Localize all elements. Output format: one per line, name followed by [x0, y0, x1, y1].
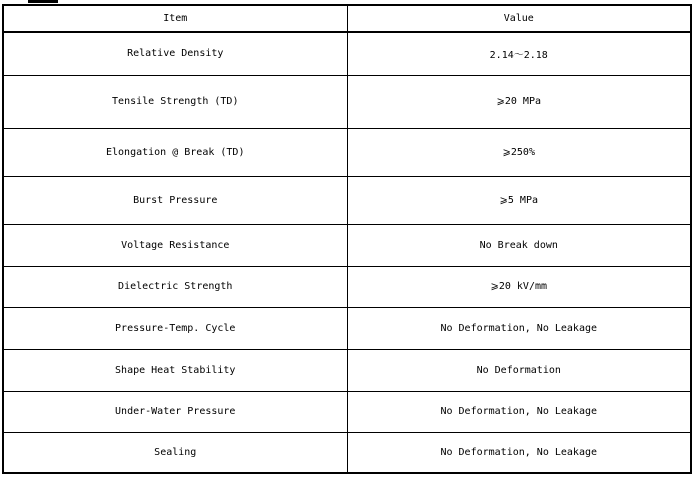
value-cell: 2.14～2.18: [347, 32, 691, 75]
table-row: [3, 32, 691, 75]
value-cell: No Deformation, No Leakage: [347, 432, 691, 473]
item-cell: Burst Pressure: [3, 176, 347, 224]
table-row: [3, 391, 691, 432]
column-header-value: Value: [347, 5, 691, 32]
table-header-row: [3, 5, 691, 32]
item-cell: Shape Heat Stability: [3, 349, 347, 391]
cropped-text-fragment: [28, 0, 58, 3]
value-cell: No Deformation, No Leakage: [347, 307, 691, 349]
table-row: [3, 266, 691, 307]
table-row: [3, 176, 691, 224]
table-row: [3, 224, 691, 266]
item-cell: Sealing: [3, 432, 347, 473]
value-cell: No Deformation: [347, 349, 691, 391]
column-header-item: Item: [3, 5, 347, 32]
item-cell: Tensile Strength (TD): [3, 75, 347, 128]
value-cell: ⩾20 kV/mm: [347, 266, 691, 307]
table-row: [3, 75, 691, 128]
value-cell: ⩾5 MPa: [347, 176, 691, 224]
item-cell: Relative Density: [3, 32, 347, 75]
value-cell: No Deformation, No Leakage: [347, 391, 691, 432]
table-row: [3, 307, 691, 349]
value-cell: ⩾250%: [347, 128, 691, 176]
item-cell: Pressure-Temp. Cycle: [3, 307, 347, 349]
value-cell: ⩾20 MPa: [347, 75, 691, 128]
properties-table: [2, 4, 692, 474]
value-cell: No Break down: [347, 224, 691, 266]
table-row: [3, 128, 691, 176]
table-row: [3, 432, 691, 473]
table-row: [3, 349, 691, 391]
item-cell: Dielectric Strength: [3, 266, 347, 307]
item-cell: Voltage Resistance: [3, 224, 347, 266]
item-cell: Under-Water Pressure: [3, 391, 347, 432]
item-cell: Elongation @ Break (TD): [3, 128, 347, 176]
